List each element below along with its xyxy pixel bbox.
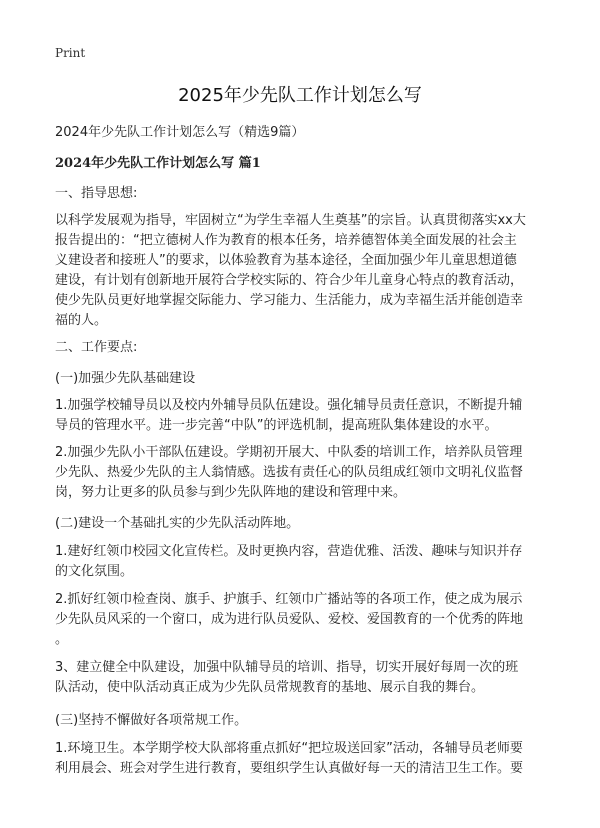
paragraph-line: 1.建好红领巾校园文化宣传栏。及时更换内容，营造优雅、活泼、趣味与知识并存 — [55, 544, 523, 559]
paragraph-line: 少先队、热爱少先队的主人翁情感。选拔有责任心的队员组成红领巾文明礼仪监督 — [55, 465, 524, 480]
paragraph-item-1-1 — [55, 396, 550, 436]
paragraph-line: 1.加强学校辅导员以及校内外辅导员队伍建设。强化辅导员责任意识，不断提升辅 — [55, 398, 523, 413]
document-subtitle: 2024年少先队工作计划怎么写（精选9篇） — [55, 125, 305, 140]
subsection-heading-basic-construction: (一)加强少先队基础建设 — [55, 371, 196, 386]
paragraph-line: 建设，有计划有创新地开展符合学校实际的、符合少年儿童身心特点的教育活动， — [55, 273, 524, 288]
paragraph-line: 。 — [55, 632, 69, 647]
paragraph-line: 队活动，使中队活动真正成为少先队员常规教育的基地、展示自我的舞台。 — [55, 680, 485, 695]
page-title: 2025年少先队工作计划怎么写 — [178, 85, 422, 106]
paragraph-line: 1.环境卫生。本学期学校大队部将重点抓好“把垃圾送回家”活动，各辅导员老师要 — [55, 741, 523, 756]
paragraph-line: 使少先队员更好地掌握交际能力、学习能力、生活能力，成为幸福生活并能创造幸 — [55, 293, 524, 308]
paragraph-line: 导员的管理水平。进一步完善“中队”的评选机制，提高班队集体建设的水平。 — [55, 418, 498, 433]
paragraph-item-1-2 — [55, 443, 550, 503]
section-heading-work-points: 二、工作要点: — [55, 340, 138, 355]
paragraph-guiding-ideology — [55, 211, 550, 331]
subsection-heading-activity-base: (二)建设一个基础扎实的少先队活动阵地。 — [55, 516, 300, 531]
paragraph-item-2-2 — [55, 590, 550, 650]
article-heading: 2024年少先队工作计划怎么写 篇1 — [55, 156, 261, 171]
paragraph-line: 2.加强少先队小干部队伍建设。学期初开展大、中队委的培训工作，培养队员管理 — [55, 445, 523, 460]
paragraph-line: 义建设者和接班人”的要求，以体验教育为基本途径，全面加强少年儿童思想道德 — [55, 253, 517, 268]
paragraph-line: 少先队员风采的一个窗口，成为进行队员爱队、爱校、爱国教育的一个优秀的阵地 — [55, 612, 524, 627]
paragraph-line: 福的人。 — [55, 313, 108, 328]
paragraph-line: 报告提出的：“把立德树人作为教育的根本任务，培养德智体美全面发展的社会主 — [55, 233, 517, 248]
section-heading-guiding-ideology: 一、指导思想: — [55, 186, 138, 201]
paragraph-line: 岗，努力让更多的队员参与到少先队阵地的建设和管理中来。 — [55, 485, 407, 500]
paragraph-line: 2.抓好红领巾检查岗、旗手、护旗手、红领巾广播站等的各项工作，使之成为展示 — [55, 592, 523, 607]
paragraph-item-3-1 — [55, 739, 550, 779]
paragraph-item-2-3 — [55, 658, 550, 698]
paragraph-line: 利用晨会、班会对学生进行教育，要组织学生认真做好每一天的清洁卫生工作。要 — [55, 761, 524, 776]
paragraph-line: 3、建立健全中队建设，加强中队辅导员的培训、指导，切实开展好每周一次的班 — [55, 660, 519, 675]
paragraph-line: 的文化氛围。 — [55, 564, 134, 579]
subsection-heading-routine-work: (三)坚持不懈做好各项常规工作。 — [55, 713, 248, 728]
paragraph-item-2-1 — [55, 542, 550, 582]
paragraph-line: 以科学发展观为指导，牢固树立“为学生幸福人生奠基”的宗旨。认真贯彻落实xx大 — [55, 213, 526, 228]
print-label: Print — [55, 46, 86, 60]
